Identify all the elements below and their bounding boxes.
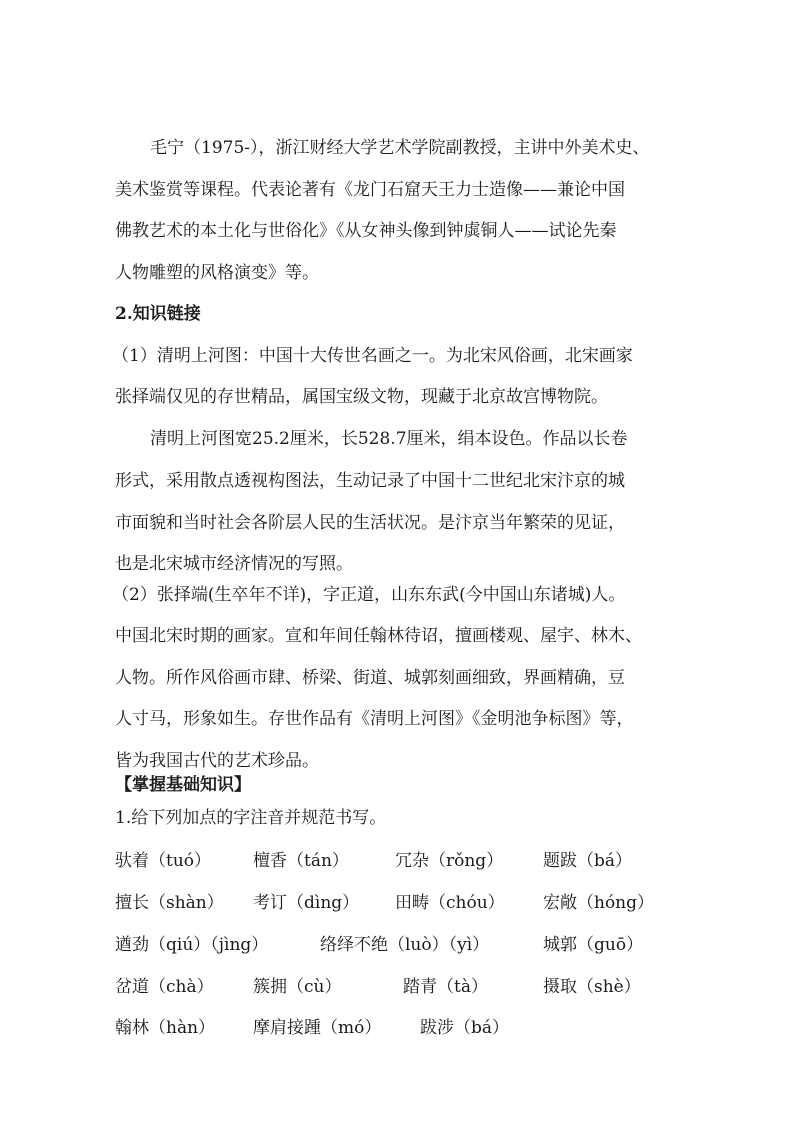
word-item: 络绎不绝（luò）（yì） (320, 935, 490, 955)
author-line-3: 佛教艺术的本土化与世俗化》《从女神头像到钟虡铜人——试论先秦 (115, 221, 617, 241)
word-item: 城郭（guō） (543, 935, 644, 955)
section-heading-knowledge: 2.知识链接 (115, 304, 201, 324)
word-item: 擅长（shàn） (115, 893, 224, 913)
word-item: 驮着（tuó） (115, 851, 212, 871)
word-item: 考订（dìng） (253, 893, 360, 913)
section-heading-basics: 【掌握基础知识】 (115, 775, 251, 795)
word-item: 遒劲（qiú）（jìng） (115, 935, 269, 955)
para1-line-2: 张择端仅见的存世精品，属国宝级文物，现藏于北京故宫博物院。 (115, 387, 608, 407)
author-line-4: 人物雕塑的风格演变》等。 (115, 263, 319, 283)
question-1: 1.给下列加点的字注音并规范书写。 (115, 808, 387, 828)
word-item: 摩肩接踵（mó） (253, 1018, 382, 1038)
word-item: 宏敞（hóng） (543, 893, 655, 913)
word-item: 跋涉（bá） (420, 1018, 510, 1038)
para3-line-2: 中国北宋时期的画家。宣和年间任翰林待诏，擅画楼观、屋宇、林木、 (115, 626, 642, 646)
word-item: 摄取（shè） (543, 977, 641, 997)
para3-line-3: 人物。所作风俗画市肆、桥梁、街道、城郭刻画细致，界画精确，豆 (115, 668, 625, 688)
para1-line-1: （1）清明上河图：中国十大传世名画之一。为北宋风俗画，北宋画家 (112, 346, 633, 366)
word-item: 踏青（tà） (403, 977, 488, 997)
author-line-1: 毛宁（1975-），浙江财经大学艺术学院副教授，主讲中外美术史、 (150, 138, 650, 158)
word-item: 田畴（chóu） (395, 893, 505, 913)
author-line-2: 美术鉴赏等课程。代表论著有《龙门石窟天王力士造像——兼论中国 (115, 180, 625, 200)
para2-line-2: 形式，采用散点透视构图法，生动记录了中国十二世纪北宋汴京的城 (115, 471, 625, 491)
para3-line-5: 皆为我国古代的艺术珍品。 (115, 751, 319, 771)
word-item: 簇拥（cù） (253, 977, 342, 997)
para2-line-3: 市面貌和当时社会各阶层人民的生活状况。是汴京当年繁荣的见证， (115, 513, 625, 533)
word-item: 翰林（hàn） (115, 1018, 216, 1038)
para2-line-1: 清明上河图宽25.2厘米，长528.7厘米，绢本设色。作品以长卷 (150, 429, 628, 449)
word-item: 冗杂（rǒng） (395, 851, 504, 871)
para3-line-1: （2）张择端(生卒年不详)，字正道，山东东武(今中国山东诸城)人。 (112, 585, 626, 605)
word-item: 檀香（tán） (253, 851, 349, 871)
para2-line-4: 也是北宋城市经济情况的写照。 (115, 554, 353, 574)
word-item: 岔道（chà） (115, 977, 214, 997)
word-item: 题跋（bá） (543, 851, 633, 871)
para3-line-4: 人寸马，形象如生。存世作品有《清明上河图》《金明池争标图》等， (115, 709, 634, 729)
